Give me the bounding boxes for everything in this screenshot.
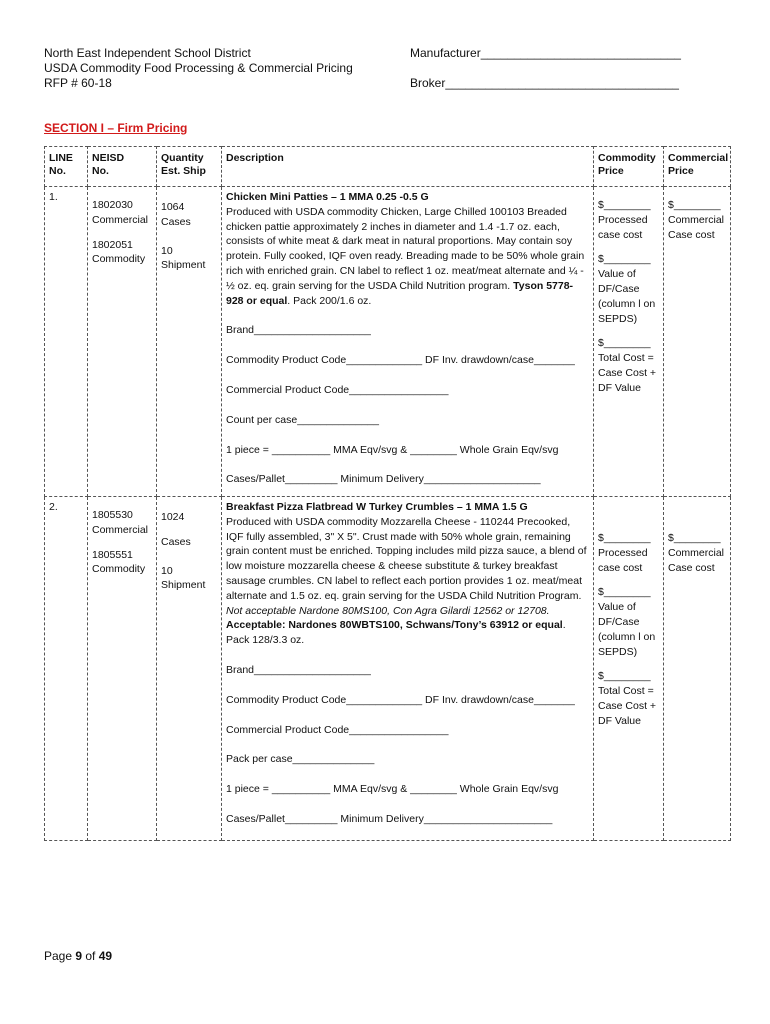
- neisd-numbers: 1802030 Commercial 1802051 Commodity: [88, 187, 157, 497]
- table-header-row: [45, 147, 731, 187]
- table-row: [45, 497, 731, 841]
- broker-field: Broker___________________________________: [410, 76, 679, 90]
- eqv-field: 1 piece = __________ MMA Eqv/svg & ________ Whole Grain Eqv/svg: [226, 783, 559, 796]
- page-footer: Page 9 of 49: [44, 949, 113, 963]
- commodity-price: $________ Processed case cost $________ Value of DF/Case (column l on SEPDS) $________ Total Cost = Case Cost + DF Value: [594, 187, 664, 497]
- item-title: Breakfast Pizza Flatbread W Turkey Crumbles – 1 MMA 1.5 G: [226, 501, 528, 513]
- quantity: 1024 Cases 10 Shipment: [157, 497, 222, 841]
- commercial-code-field: Commercial Product Code_________________: [226, 723, 449, 736]
- rfp-number: RFP # 60-18: [44, 76, 112, 90]
- col-commodity-price: Commodity Price: [594, 147, 664, 187]
- pallet-field: Cases/Pallet_________ Minimum Delivery____________________: [226, 473, 541, 486]
- district-header: [44, 46, 353, 91]
- commodity-code-field: Commodity Product Code_____________ DF Inv. drawdown/case_______: [226, 693, 575, 706]
- pricing-table: [44, 146, 731, 841]
- col-commercial-price: Commercial Price: [664, 147, 731, 187]
- count-field: Count per case______________: [226, 413, 379, 426]
- line-number: 2.: [45, 497, 88, 841]
- district-name: North East Independent School District: [44, 46, 251, 60]
- description: [222, 187, 594, 497]
- brand-field: Brand____________________: [226, 663, 371, 676]
- item-body: Produced with USDA commodity Chicken, Large Chilled 100103 Breaded chicken pattie approximately 2 inches in diameter and 1.4 -1.7 oz. each, consists of white meat & dark meat in natural proportions. May contain soy protein. Fully cooked, IQF oven ready. Breading made to be 50% whole grain rich with enriched grain. CN label to reflect 1 oz. meat/meat alternate and ¼ - ½ oz. eq. grain serving for the USDA Child Nutrition program. Tyson 5778-928 or equal. Pack 200/1.6 oz.: [226, 205, 585, 307]
- line-number: 1.: [45, 187, 88, 497]
- col-neisd: NEISD No.: [88, 147, 157, 187]
- manufacturer-field: Manufacturer______________________________: [410, 46, 681, 60]
- page-total: 49: [98, 949, 113, 963]
- col-quantity: Quantity Est. Ship: [157, 147, 222, 187]
- program-name: USDA Commodity Food Processing & Commercial Pricing: [44, 61, 353, 75]
- commodity-price: $________ Processed case cost $________ Value of DF/Case (column l on SEPDS) $________ Total Cost = Case Cost + DF Value: [594, 497, 664, 841]
- table-row: [45, 187, 731, 497]
- vendor-header: [410, 46, 681, 91]
- commodity-code-field: Commodity Product Code_____________ DF Inv. drawdown/case_______: [226, 354, 575, 367]
- eqv-field: 1 piece = __________ MMA Eqv/svg & ________ Whole Grain Eqv/svg: [226, 443, 559, 456]
- quantity: 1064 Cases 10 Shipment: [157, 187, 222, 497]
- item-body: Produced with USDA commodity Mozzarella Cheese - 110244 Precooked, IQF fully assembled, 3" X 5". Crust made with 50% whole grain, remaining grain content must be enriched. Topping includes mild pizza sauce, a blend of low moisture mozzarella cheese & cheese substitute & turkey breakfast sausage crumbles. CN label to reflect each portion provides 1 oz. meat/meat alternate and 1.5 oz. eq. grain serving for the USDA Child Nutrition Program. Not acceptable Nardone 80MS100, Con Agra Gilardi 12562 or 12708. Acceptable: Nardones 80WBTS100, Schwans/Tony’s 63912 or equal. Pack 128/3.3 oz.: [226, 515, 587, 647]
- col-line: LINE No.: [45, 147, 88, 187]
- section-title: SECTION I – Firm Pricing: [44, 121, 188, 135]
- commercial-price: $________ Commercial Case cost: [664, 187, 731, 497]
- page-number: 9: [75, 949, 83, 963]
- col-description: Description: [222, 147, 594, 187]
- brand-field: Brand____________________: [226, 324, 371, 337]
- pallet-field: Cases/Pallet_________ Minimum Delivery______________________: [226, 812, 553, 825]
- neisd-numbers: 1805530 Commercial 1805551 Commodity: [88, 497, 157, 841]
- description: [222, 497, 594, 841]
- commercial-code-field: Commercial Product Code_________________: [226, 383, 449, 396]
- item-title: Chicken Mini Patties – 1 MMA 0.25 -0.5 G: [226, 191, 429, 203]
- pack-field: Pack per case______________: [226, 753, 375, 766]
- commercial-price: $________ Commercial Case cost: [664, 497, 731, 841]
